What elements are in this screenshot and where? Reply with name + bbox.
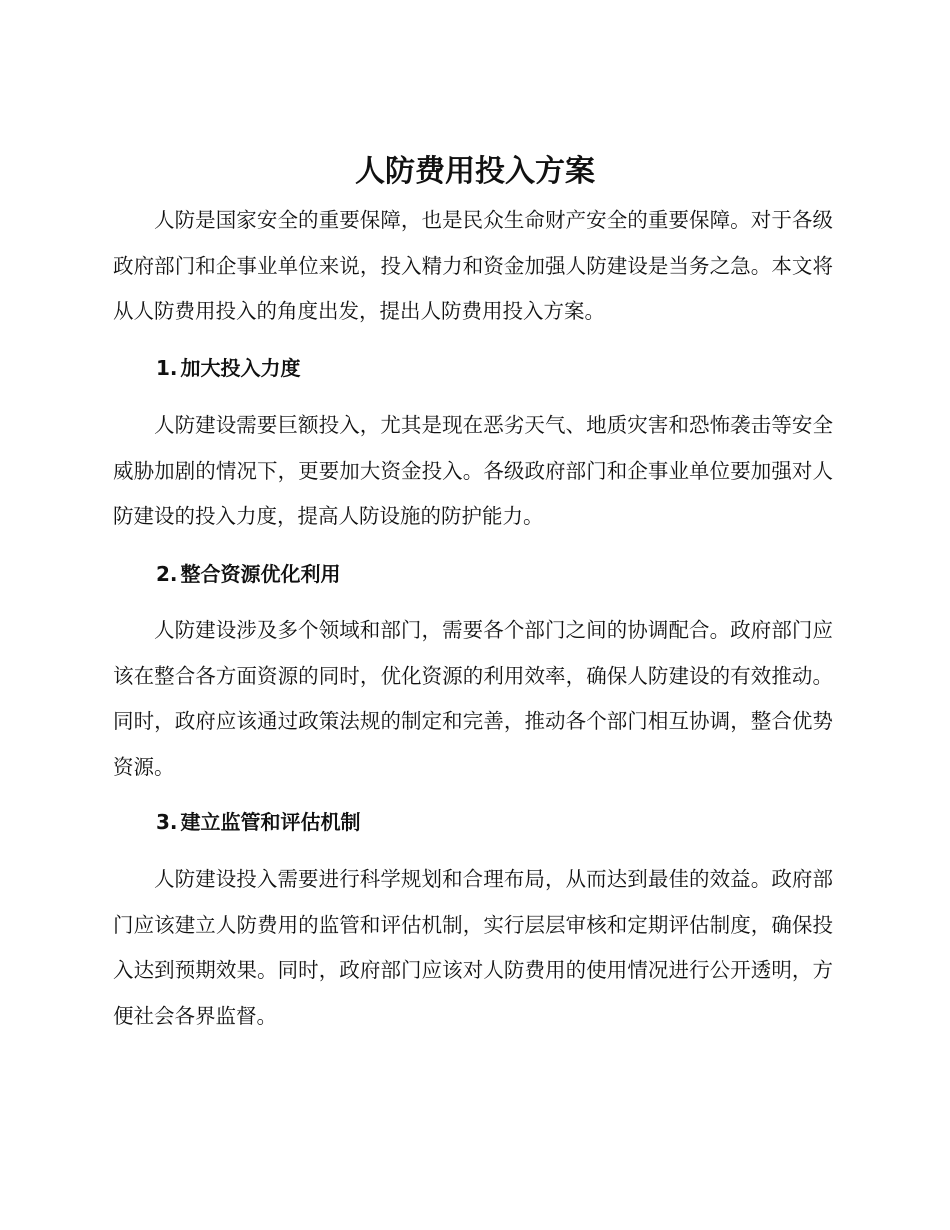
section-1-body: 人防建设需要巨额投入，尤其是现在恶劣天气、地质灾害和恐怖袭击等安全威胁加剧的情况下，更要加大资金投入。各级政府部门和企事业单位要加强对人防建设的投入力度，提高人防设施的防护能力。 xyxy=(113,413,833,528)
document-title: 人防费用投入方案 xyxy=(355,154,595,189)
section-1-title: 加大投入力度 xyxy=(180,356,301,380)
section-3-number: 3. xyxy=(156,810,178,834)
section-3-body: 人防建设投入需要进行科学规划和合理布局，从而达到最佳的效益。政府部门应该建立人防费用的监管和评估机制，实行层层审核和定期评估制度，确保投入达到预期效果。同时，政府部门应该对人防费用的使用情况进行公开透明，方便社会各界监督。 xyxy=(113,867,833,1028)
section-1-number: 1. xyxy=(156,356,178,380)
section-3-title: 建立监管和评估机制 xyxy=(180,810,361,834)
section-2-number: 2. xyxy=(156,562,178,586)
section-2-body: 人防建设涉及多个领域和部门，需要各个部门之间的协调配合。政府部门应该在整合各方面资源的同时，优化资源的利用效率，确保人防建设的有效推动。同时，政府应该通过政策法规的制定和完善，推动各个部门相互协调，整合优势资源。 xyxy=(113,618,833,779)
intro-paragraph: 人防是国家安全的重要保障，也是民众生命财产安全的重要保障。对于各级政府部门和企事业单位来说，投入精力和资金加强人防建设是当务之急。本文将从人防费用投入的角度出发，提出人防费用投入方案。 xyxy=(113,208,833,323)
section-1-heading xyxy=(156,353,301,383)
section-2-heading xyxy=(156,559,341,589)
section-2-title: 整合资源优化利用 xyxy=(180,562,341,586)
section-3-heading xyxy=(156,807,361,837)
